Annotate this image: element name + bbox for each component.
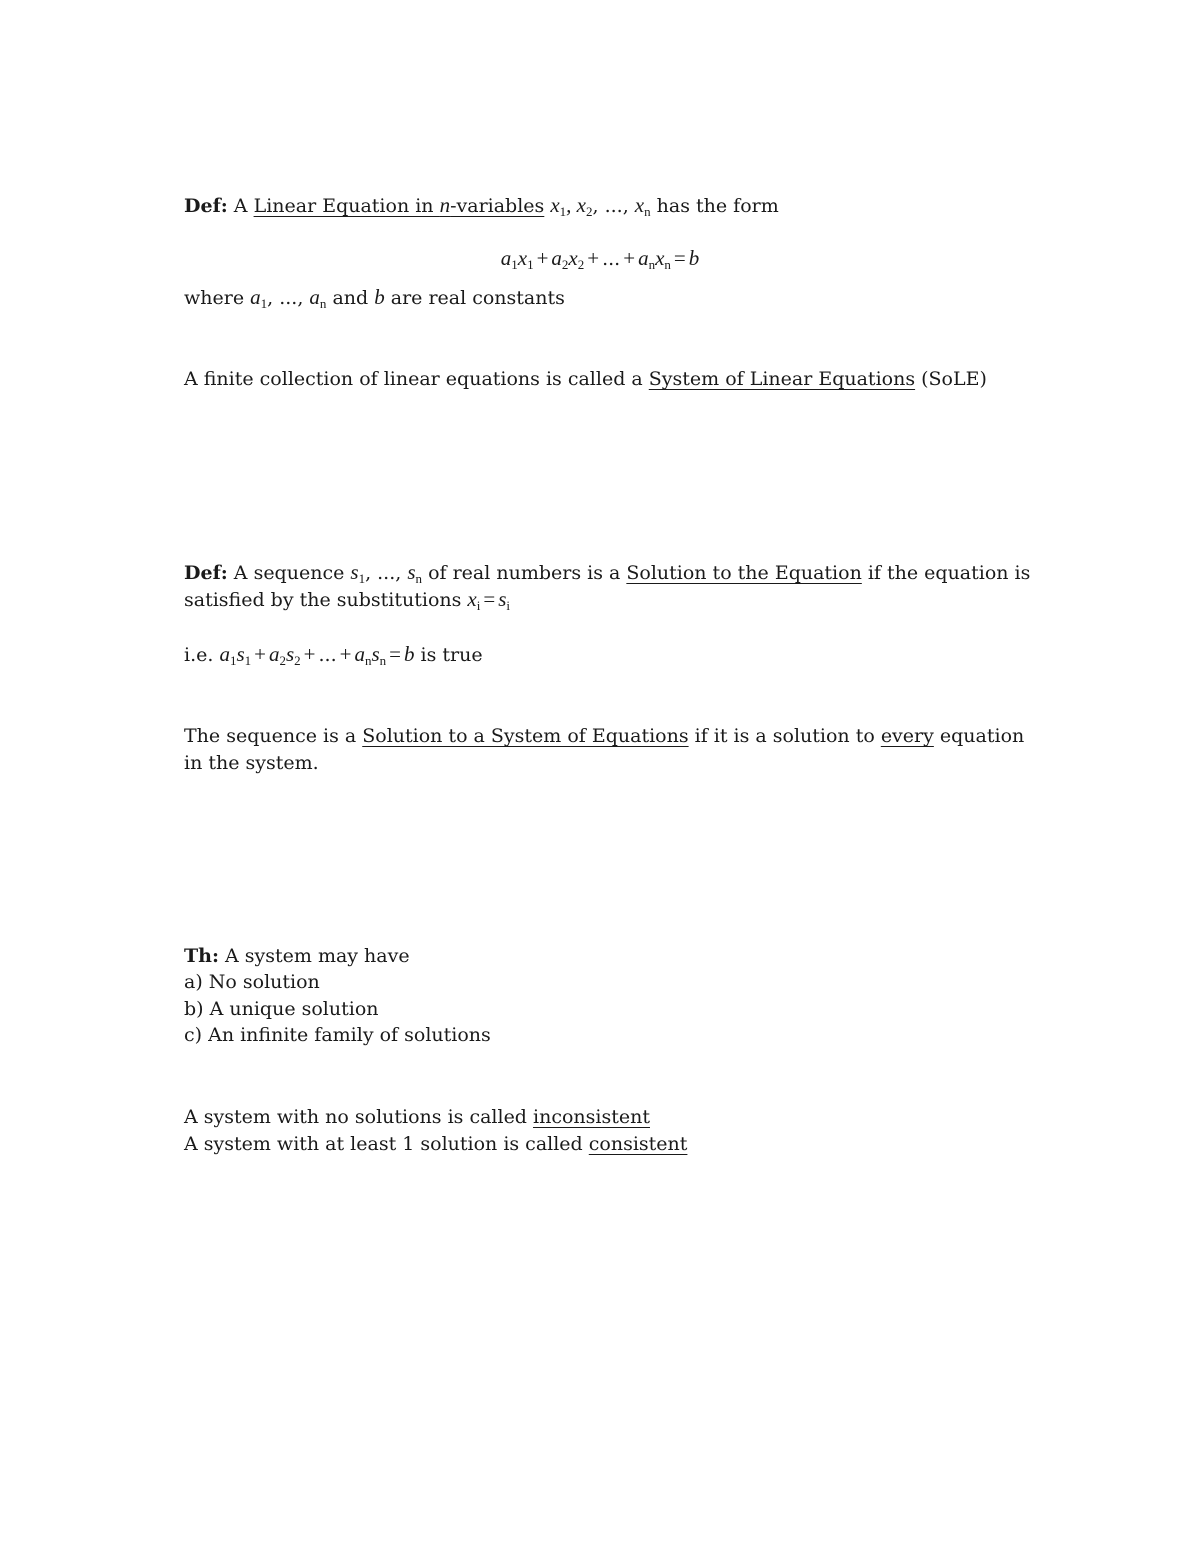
term-consistent: consistent — [588, 1133, 688, 1155]
inconsistent-definition: A system with no solutions is called inconsistent — [184, 1106, 650, 1128]
theorem-item: a) No solution — [184, 971, 320, 993]
def-solution-line2: satisfied by the substitutions $x_i = s_i$ — [184, 587, 511, 613]
def-linear-equation: Def: A Linear Equation in n-variables $x_1$, $x_2$, ..., $x_n$ has the form — [184, 193, 779, 219]
sole-definition: A finite collection of linear equations is called a System of Linear Equations (SoLE) — [184, 368, 987, 390]
linear-equation-formula: $a_1x_1 + a_2x_2$ + ... + $a_nx_n = b$ — [500, 246, 700, 272]
ie-equation: i.e. $a_1s_1 + a_2s_2$ + ... + $a_ns_n = b$ is true — [184, 642, 483, 668]
term-sole: System of Linear Equations — [648, 368, 916, 390]
def-label: Def: — [184, 195, 228, 217]
term-every: every — [880, 725, 934, 747]
def-solution-line1: Def: A sequence $s_1$, ..., $s_n$ of real numbers is a Solution to the Equation if the equation is — [184, 560, 1031, 586]
theorem-label: Th: — [184, 945, 219, 967]
theorem-item: c) An infinite family of solutions — [184, 1024, 491, 1046]
term-solution-system: Solution to a System of Equations — [362, 725, 689, 747]
system-solution-line1: The sequence is a Solution to a System of Equations if it is a solution to every equation — [184, 725, 1025, 747]
term-solution-equation: Solution to the Equation — [626, 562, 862, 584]
term-inconsistent: inconsistent — [533, 1106, 650, 1128]
where-constants: where $a_1$, ..., $a_n$ and b are real constants — [184, 285, 565, 311]
term-linear-equation: Linear Equation in n-variables — [253, 193, 545, 217]
system-solution-line2: in the system. — [184, 752, 319, 774]
consistent-definition: A system with at least 1 solution is called consistent — [184, 1133, 688, 1155]
theorem-item: b) A unique solution — [184, 998, 379, 1020]
var-list: $x_1$, $x_2$ — [550, 193, 593, 219]
theorem-heading: Th: A system may have — [184, 945, 410, 967]
def-label: Def: — [184, 562, 228, 584]
